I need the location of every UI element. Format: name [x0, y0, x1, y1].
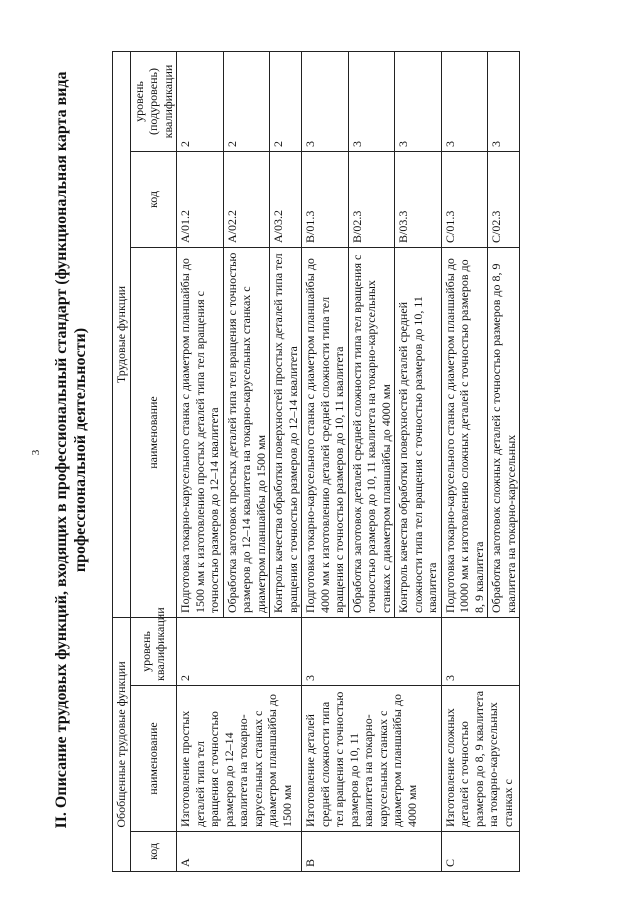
section-title: II. Описание трудовых функций, входящих в профессиональный стандарт (функциональная карта вида профессиональной деятельности) — [53, 71, 89, 829]
function-code: A/01.2 — [177, 152, 224, 248]
generalized-level: 2 — [177, 618, 302, 686]
generalized-code: B — [302, 832, 442, 872]
function-code: C/01.3 — [441, 152, 488, 248]
header-level: уровень квалификации — [130, 618, 177, 686]
generalized-name: Изготовление деталей средней сложности типа тел вращения с точностью размеров до 10, 11 квалитета на токарно-карусельных станках с диаметром планшайбы до 4000 мм — [302, 686, 442, 832]
function-level: 2 — [177, 52, 224, 152]
function-code: A/02.2 — [223, 152, 270, 248]
function-code: C/02.3 — [488, 152, 520, 248]
function-code: B/01.3 — [302, 152, 349, 248]
function-level: 3 — [302, 52, 349, 152]
generalized-name: Изготовление сложных деталей с точностью размеров до 8, 9 квалитета на токарно-карусельных станках с — [441, 686, 520, 832]
generalized-code: A — [177, 832, 302, 872]
functional-map-table — [112, 51, 520, 872]
function-level: 3 — [488, 52, 520, 152]
page-number: 3 — [30, 449, 42, 456]
generalized-level: 3 — [441, 618, 520, 686]
header-function-name: наименование — [130, 248, 177, 618]
function-name: Обработка заготовок простых деталей типа тел вращения с точностью размеров до 12–14 квалитета на токарно-карусельных станках с диаметром планшайбы до 1500 мм — [223, 248, 270, 618]
table-row — [302, 52, 349, 872]
function-name: Контроль качества обработки поверхностей деталей средней сложности типа тел вращения с точностью размеров до 10, 11 квалитета — [395, 248, 442, 618]
header-function-level: уровень (подуровень) квалификации — [130, 52, 177, 152]
header-labor-functions: Трудовые функции — [113, 52, 131, 618]
function-name: Подготовка токарно-карусельного станка с диаметром планшайбы до 4000 мм к изготовлению деталей средней сложности типа тел вращения с точностью размеров до 10, 11 квалитета — [302, 248, 349, 618]
function-level: 2 — [223, 52, 270, 152]
generalized-name: Изготовление простых деталей типа тел вращения с точностью размеров до 12–14 квалитета на токарно-карусельных станках с диаметром планшайбы до 1500 мм — [177, 686, 302, 832]
table-row — [177, 52, 224, 872]
function-name: Обработка заготовок сложных деталей с точностью размеров до 8, 9 квалитета на токарно-карусельных — [488, 248, 520, 618]
header-function-code: код — [130, 152, 177, 248]
generalized-level: 3 — [302, 618, 442, 686]
table-row — [441, 52, 488, 872]
function-code: A/03.2 — [270, 152, 302, 248]
function-level: 2 — [270, 52, 302, 152]
function-name: Обработка заготовок деталей средней сложности типа тел вращения с точностью размеров до 10, 11 квалитета на токарно-карусельных станках с диаметром планшайбы до 4000 мм — [348, 248, 395, 618]
function-code: B/02.3 — [348, 152, 395, 248]
function-level: 3 — [441, 52, 488, 152]
function-level: 3 — [395, 52, 442, 152]
header-generalized-functions: Обобщенные трудовые функции — [113, 618, 131, 872]
function-level: 3 — [348, 52, 395, 152]
function-name: Подготовка токарно-карусельного станка с диаметром планшайбы до 1500 мм к изготовлению простых деталей типа тел вращения с точностью размеров до 12–14 квалитета — [177, 248, 224, 618]
function-name: Подготовка токарно-карусельного станка с диаметром планшайбы до 10000 мм к изготовлению сложных деталей с точностью размеров до 8, 9 квалитета — [441, 248, 488, 618]
function-name: Контроль качества обработки поверхностей простых деталей типа тел вращения с точностью размеров до 12–14 квалитета — [270, 248, 302, 618]
header-code: код — [130, 832, 177, 872]
header-name: наименование — [130, 686, 177, 832]
generalized-code: C — [441, 832, 520, 872]
function-code: B/03.3 — [395, 152, 442, 248]
